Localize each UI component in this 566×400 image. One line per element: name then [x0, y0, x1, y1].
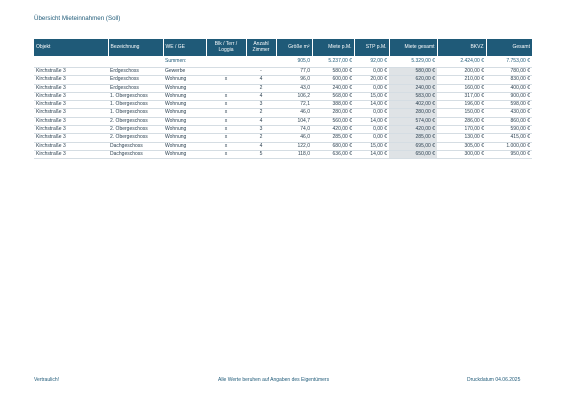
cell-stp-pm: 14,00 € — [354, 101, 389, 109]
cell-bezeichnung: 1. Obergeschoss — [108, 92, 163, 100]
cell-zimmer: 2 — [246, 84, 276, 92]
cell-objekt: Kirchstraße 3 — [34, 117, 108, 125]
cell-zimmer: 4 — [246, 76, 276, 84]
cell-we-ge: Wohnung — [163, 134, 206, 142]
sums-row — [34, 56, 532, 68]
table-row — [34, 84, 532, 92]
cell-balkon: x — [206, 150, 246, 158]
cell-zimmer: 4 — [246, 142, 276, 150]
col-objekt: Objekt — [34, 39, 108, 56]
cell-miete-gesamt: 650,00 € — [389, 150, 437, 158]
footer-confidential: Vertraulich! — [34, 377, 60, 383]
cell-miete-pm: 388,00 € — [312, 101, 354, 109]
col-bkvz: BKVZ — [437, 39, 486, 56]
table-row — [34, 101, 532, 109]
col-miete-gesamt: Miete gesamt — [389, 39, 437, 56]
cell-stp-pm: 15,00 € — [354, 92, 389, 100]
cell-gesamt: 598,00 € — [486, 101, 532, 109]
cell-objekt: Kirchstraße 3 — [34, 142, 108, 150]
cell-balkon: x — [206, 134, 246, 142]
cell-bkvz: 286,00 € — [437, 117, 486, 125]
cell-miete-gesamt: 583,00 € — [389, 92, 437, 100]
cell-groesse: 118,0 — [276, 150, 312, 158]
cell-bkvz: 196,00 € — [437, 101, 486, 109]
table-body — [34, 68, 532, 159]
cell-gesamt: 1.000,00 € — [486, 142, 532, 150]
rent-table — [34, 39, 532, 159]
cell-bezeichnung: Erdgeschoss — [108, 76, 163, 84]
cell-zimmer: 5 — [246, 150, 276, 158]
cell-bkvz: 150,00 € — [437, 109, 486, 117]
cell-objekt: Kirchstraße 3 — [34, 92, 108, 100]
cell-gesamt: 415,00 € — [486, 134, 532, 142]
cell-bkvz: 200,00 € — [437, 68, 486, 76]
cell-objekt: Kirchstraße 3 — [34, 150, 108, 158]
cell-miete-gesamt: 402,00 € — [389, 101, 437, 109]
cell-miete-pm: 680,00 € — [312, 142, 354, 150]
table-row — [34, 76, 532, 84]
cell-balkon: x — [206, 76, 246, 84]
cell-groesse: 122,0 — [276, 142, 312, 150]
cell-miete-gesamt: 620,00 € — [389, 76, 437, 84]
cell-stp-pm: 0,00 € — [354, 126, 389, 134]
cell-miete-pm: 280,00 € — [312, 109, 354, 117]
cell-objekt: Kirchstraße 3 — [34, 76, 108, 84]
cell-miete-pm: 285,00 € — [312, 134, 354, 142]
sum-groesse: 905,0 — [276, 56, 312, 68]
cell-gesamt: 780,00 € — [486, 68, 532, 76]
cell-bezeichnung: Dachgeschoss — [108, 142, 163, 150]
cell-zimmer: 4 — [246, 92, 276, 100]
col-gesamt: Gesamt — [486, 39, 532, 56]
cell-objekt: Kirchstraße 3 — [34, 134, 108, 142]
cell-miete-gesamt: 574,00 € — [389, 117, 437, 125]
cell-we-ge: Wohnung — [163, 142, 206, 150]
cell-gesamt: 900,00 € — [486, 92, 532, 100]
cell-we-ge: Wohnung — [163, 76, 206, 84]
cell-bkvz: 305,00 € — [437, 142, 486, 150]
col-bezeichnung: Bezeichnung — [108, 39, 163, 56]
cell-miete-pm: 580,00 € — [312, 68, 354, 76]
cell-zimmer: 3 — [246, 101, 276, 109]
cell-bkvz: 210,00 € — [437, 76, 486, 84]
cell-balkon: x — [206, 109, 246, 117]
cell-stp-pm: 0,00 € — [354, 109, 389, 117]
cell-groesse: 77,0 — [276, 68, 312, 76]
cell-miete-pm: 240,00 € — [312, 84, 354, 92]
cell-miete-gesamt: 240,00 € — [389, 84, 437, 92]
cell-groesse: 106,2 — [276, 92, 312, 100]
cell-objekt: Kirchstraße 3 — [34, 101, 108, 109]
cell-groesse: 104,7 — [276, 117, 312, 125]
table-row — [34, 92, 532, 100]
table-row — [34, 68, 532, 76]
table-row — [34, 109, 532, 117]
table-row — [34, 150, 532, 158]
table-row — [34, 126, 532, 134]
cell-gesamt: 400,00 € — [486, 84, 532, 92]
table-header — [34, 39, 532, 56]
cell-we-ge: Wohnung — [163, 84, 206, 92]
sum-gesamt: 7.753,00 € — [486, 56, 532, 68]
cell-balkon: x — [206, 101, 246, 109]
cell-groesse: 43,0 — [276, 84, 312, 92]
cell-stp-pm: 0,00 € — [354, 84, 389, 92]
cell-balkon — [206, 84, 246, 92]
cell-we-ge: Wohnung — [163, 109, 206, 117]
cell-balkon: x — [206, 142, 246, 150]
cell-we-ge: Wohnung — [163, 101, 206, 109]
cell-bkvz: 160,00 € — [437, 84, 486, 92]
cell-objekt: Kirchstraße 3 — [34, 68, 108, 76]
table-row — [34, 134, 532, 142]
cell-stp-pm: 0,00 € — [354, 68, 389, 76]
table-row — [34, 142, 532, 150]
cell-bezeichnung: Dachgeschoss — [108, 150, 163, 158]
cell-bezeichnung: 2. Obergeschoss — [108, 126, 163, 134]
cell-bezeichnung: 1. Obergeschoss — [108, 109, 163, 117]
table-row — [34, 117, 532, 125]
cell-bezeichnung: Erdgeschoss — [108, 84, 163, 92]
col-zimmer: Anzahl Zimmer — [246, 39, 276, 56]
cell-balkon — [206, 68, 246, 76]
cell-bkvz: 170,00 € — [437, 126, 486, 134]
cell-groesse: 74,0 — [276, 126, 312, 134]
cell-balkon: x — [206, 126, 246, 134]
footer-print-date: Druckdatum 04.06.2025 — [467, 377, 521, 383]
cell-bezeichnung: Erdgeschoss — [108, 68, 163, 76]
sums-label: Summen: — [163, 56, 206, 68]
sum-stp-pm: 92,00 € — [354, 56, 389, 68]
cell-groesse: 46,0 — [276, 109, 312, 117]
cell-zimmer: - — [246, 68, 276, 76]
cell-miete-gesamt: 280,00 € — [389, 109, 437, 117]
cell-miete-gesamt: 580,00 € — [389, 68, 437, 76]
cell-stp-pm: 0,00 € — [354, 134, 389, 142]
rent-overview-sheet — [34, 39, 532, 159]
cell-zimmer: 2 — [246, 109, 276, 117]
sum-bkvz: 2.424,00 € — [437, 56, 486, 68]
cell-miete-gesamt: 285,00 € — [389, 134, 437, 142]
cell-gesamt: 950,00 € — [486, 150, 532, 158]
cell-balkon: x — [206, 92, 246, 100]
cell-gesamt: 430,00 € — [486, 109, 532, 117]
cell-we-ge: Wohnung — [163, 126, 206, 134]
cell-miete-pm: 560,00 € — [312, 117, 354, 125]
cell-miete-pm: 420,00 € — [312, 126, 354, 134]
cell-groesse: 46,0 — [276, 134, 312, 142]
cell-miete-gesamt: 420,00 € — [389, 126, 437, 134]
cell-zimmer: 4 — [246, 117, 276, 125]
cell-stp-pm: 14,00 € — [354, 117, 389, 125]
cell-miete-pm: 568,00 € — [312, 92, 354, 100]
cell-stp-pm: 14,00 € — [354, 150, 389, 158]
cell-bkvz: 317,00 € — [437, 92, 486, 100]
cell-bkvz: 300,00 € — [437, 150, 486, 158]
cell-gesamt: 860,00 € — [486, 117, 532, 125]
cell-objekt: Kirchstraße 3 — [34, 109, 108, 117]
cell-miete-pm: 600,00 € — [312, 76, 354, 84]
cell-balkon: x — [206, 117, 246, 125]
cell-zimmer: 3 — [246, 126, 276, 134]
col-balkon: Blk / Terr / Loggia — [206, 39, 246, 56]
cell-groesse: 96,0 — [276, 76, 312, 84]
cell-we-ge: Wohnung — [163, 150, 206, 158]
page-title: Übersicht Mieteinnahmen (Soll) — [34, 15, 121, 22]
sum-miete-gesamt: 5.329,00 € — [389, 56, 437, 68]
footer-disclaimer: Alle Werte beruhen auf Angaben des Eigentümers — [218, 377, 330, 383]
col-groesse: Größe m² — [276, 39, 312, 56]
cell-zimmer: 2 — [246, 134, 276, 142]
cell-bezeichnung: 2. Obergeschoss — [108, 134, 163, 142]
col-stp-pm: STP p.M. — [354, 39, 389, 56]
cell-stp-pm: 20,00 € — [354, 76, 389, 84]
cell-miete-pm: 636,00 € — [312, 150, 354, 158]
cell-groesse: 72,1 — [276, 101, 312, 109]
cell-gesamt: 830,00 € — [486, 76, 532, 84]
cell-bkvz: 130,00 € — [437, 134, 486, 142]
sum-miete-pm: 5.237,00 € — [312, 56, 354, 68]
cell-bezeichnung: 1. Obergeschoss — [108, 101, 163, 109]
cell-miete-gesamt: 695,00 € — [389, 142, 437, 150]
col-we-ge: WE / GE — [163, 39, 206, 56]
cell-objekt: Kirchstraße 3 — [34, 84, 108, 92]
col-miete-pm: Miete p.M. — [312, 39, 354, 56]
cell-stp-pm: 15,00 € — [354, 142, 389, 150]
cell-gesamt: 590,00 € — [486, 126, 532, 134]
cell-objekt: Kirchstraße 3 — [34, 126, 108, 134]
cell-we-ge: Wohnung — [163, 117, 206, 125]
cell-bezeichnung: 2. Obergeschoss — [108, 117, 163, 125]
cell-we-ge: Wohnung — [163, 92, 206, 100]
cell-we-ge: Gewerbe — [163, 68, 206, 76]
